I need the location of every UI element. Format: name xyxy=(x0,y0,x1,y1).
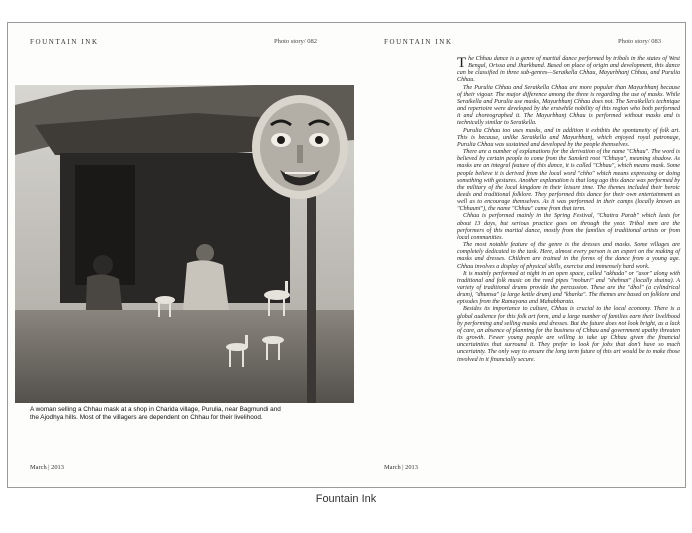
article-paragraph: Besides its importance to culture, Chhau is crucial to the local economy. There is a global audience for this folk art form, and a large number of families earn their livelihood by performing and selling masks and dresses. But the future does not look bright, as a lack of care, an absence of planning for the business of Chhau and government apathy threaten its growth. Fewer young people are willing to take up Chhau given the financial uncertainties that surround it. They prefer to look for jobs that don't have so much uncertainty. The only way to ensure the long term future of this art would be to make those involved in it financially secure. xyxy=(457,306,680,363)
masthead-left: FOUNTAIN INK xyxy=(30,38,99,46)
masthead-right: FOUNTAIN INK xyxy=(384,38,453,46)
article-paragraph: The Chhau dance is a genre of martial dance performed by tribals in the states of West Bengal, Orissa and Jharkhand. Based on place of origin and development, this dance can be classified in three sub-genres—Seraikella Chhau, Mayurbhanj Chhau, and Purulia Chhau. xyxy=(457,55,680,84)
article-paragraph: There are a number of explanations for the derivation of the name "Chhau". The word is believed by certain people to come from the Sanskrit root "Chhaya", meaning shadow. As masks are an integral feature of this dance, it is called "Chhau", which means mask. Some people believe it is derived from the local word "chho" which means expressing or doing something with gestures. Another explanation is that long ago this dance was performed by the military of the local kingdom in their leisure time. The themes included their heroic deeds and traditional folklore. They performed this dance for their own entertainment as well as to encourage themselves. As it was performed in their camps (locally known as "Chhauni"), the name "Chhau" came from that term. xyxy=(457,149,680,213)
right-page xyxy=(374,23,687,487)
article-body xyxy=(457,56,680,364)
article-paragraph: It is mainly performed at night in an open space, called "akhada" or "asor" along with traditional and folk music on the reed pipes "mohuri" and "shehnai" (locally shaina). A variety of traditional drums provide the percussion. These are the "dhol" (a cylindrical drum), "dhumsa" (a large kettle drum) and "kharka". The themes are based on folklore and episodes from the Ramayana and Mahabharata. xyxy=(457,270,680,306)
drop-cap: T xyxy=(457,55,467,71)
photo-caption: A woman selling a Chhau mask at a shop in Charida village, Purulia, near Bagmundi and the Ajodhya hills. Most of the villagers are dependent on Chhau for their livelihood. xyxy=(30,406,281,422)
date-right: March | 2013 xyxy=(384,464,418,471)
chhau-mask-photo xyxy=(15,85,354,403)
image-label: Fountain Ink xyxy=(315,493,377,505)
folio-right: Photo story/ 083 xyxy=(618,38,661,45)
article-paragraph: Chhau is performed mainly in the Spring Festival, "Chaitra Parab" which lasts for about 13 days, but serious practice goes on through the year. Tribal men are the performers of this martial dance, mostly from the families of traditional artists or from local communities. xyxy=(457,213,680,241)
folio-left: Photo story/ 082 xyxy=(274,38,317,45)
left-page xyxy=(8,23,361,487)
article-paragraph: The Purulia Chhau and Seraikella Chhau are more popular than Mayurbhanj because of their vigour. The major difference among the three is regarding the use of masks. While Seraikella and Purulia use masks, Mayurbhanj Chhau does not. The Seraikella's technique and repertoire were developed by the erstwhile nobility of this region who both performed it and choreographed it. The Mayurbhanj Chhau is performed without masks and is technically similar to Seraikella. xyxy=(457,84,680,127)
article-paragraph: Purulia Chhau too uses masks, and in addition it exhibits the spontaneity of folk art. This is because, unlike Seraikella and Mayurbhanj, which enjoyed royal patronage, Purulia Chhau was sustained and developed by the people themselves. xyxy=(457,127,680,148)
date-left: March | 2013 xyxy=(30,464,64,471)
article-paragraph: The most notable feature of the genre is the dresses and masks. Some villages are completely dedicated to the task. Here, almost every person is an expert on the making of masks and dresses. Children are trained in the forms of the dance from a young age. Chhau involves a display of physical skills, exercise and immensely hard work. xyxy=(457,242,680,270)
magazine-spread xyxy=(7,22,686,488)
